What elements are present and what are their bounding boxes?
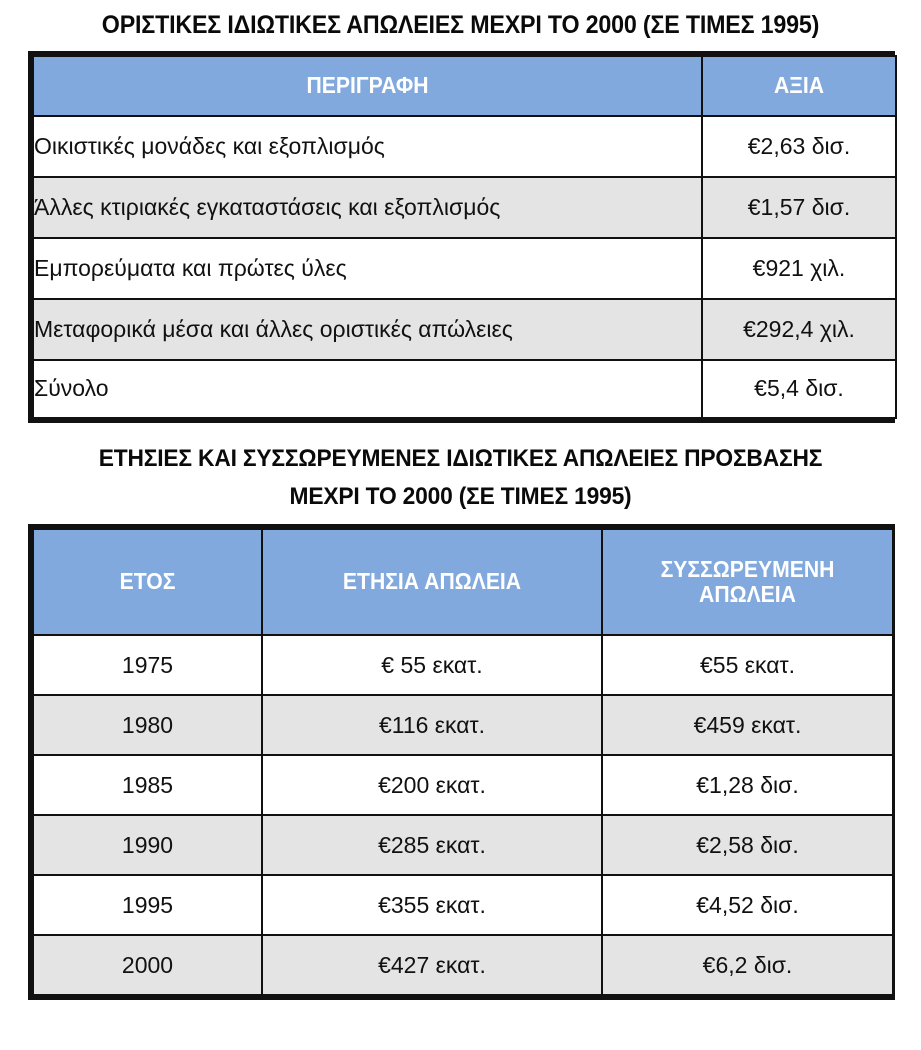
table-row [33,299,896,360]
table-row [33,875,893,935]
table-row [33,695,893,755]
definitive-losses-table-head [33,56,896,116]
table-row [33,935,893,995]
table-row [33,815,893,875]
row-cumulative-loss: €6,2 δισ. [602,935,893,995]
table-total-row [33,360,896,418]
row-value: €1,57 δισ. [702,177,896,238]
row-description: Οικιστικές μονάδες και εξοπλισμός [33,116,702,177]
total-value: €5,4 δισ. [702,360,896,418]
row-annual-loss: €427 εκατ. [262,935,602,995]
page-title-annual-cumulative-line2: ΜΕΧΡΙ ΤΟ 2000 (ΣΕ ΤΙΜΕΣ 1995) [289,483,632,511]
column-header-value [702,56,896,116]
table-row [33,116,896,177]
row-annual-loss: €200 εκατ. [262,755,602,815]
column-header-value-label: ΑΞΙΑ [773,71,825,98]
row-year: 1980 [33,695,262,755]
row-cumulative-loss: €459 εκατ. [602,695,893,755]
annual-cumulative-table [32,528,894,996]
definitive-losses-title-block [0,0,921,51]
annual-cumulative-table-head [33,529,893,635]
row-value: €292,4 χιλ. [702,299,896,360]
column-header-annual-loss-label: ΕΤΗΣΙΑ ΑΠΩΛΕΙΑ [342,568,522,595]
table-header-row [33,56,896,116]
row-cumulative-loss: €1,28 δισ. [602,755,893,815]
row-year: 1985 [33,755,262,815]
column-header-year-label: ΕΤΟΣ [119,568,176,595]
table-header-row [33,529,893,635]
annual-cumulative-table-frame [28,524,895,1000]
row-year: 1990 [33,815,262,875]
column-header-description [33,56,702,116]
row-cumulative-loss: €55 εκατ. [602,635,893,695]
row-cumulative-loss: €2,58 δισ. [602,815,893,875]
definitive-losses-table [32,55,897,419]
row-year: 1995 [33,875,262,935]
row-description: Άλλες κτιριακές εγκαταστάσεις και εξοπλισμός [33,177,702,238]
table-row [33,755,893,815]
page-title-annual-cumulative-line1: ΕΤΗΣΙΕΣ ΚΑΙ ΣΥΣΣΩΡΕΥΜΕΝΕΣ ΙΔΙΩΤΙΚΕΣ ΑΠΩΛΕΙΕΣ ΠΡΟΣΒΑΣΗΣ [98,444,823,472]
annual-cumulative-title-block [0,423,921,525]
row-annual-loss: €285 εκατ. [262,815,602,875]
row-description: Εμπορεύματα και πρώτες ύλες [33,238,702,299]
column-header-cumulative-loss-line2: ΑΠΩΛΕΙΑ [699,581,796,608]
row-annual-loss: €355 εκατ. [262,875,602,935]
column-header-year [33,529,262,635]
table-row [33,238,896,299]
column-header-cumulative-loss-line1: ΣΥΣΣΩΡΕΥΜΕΝΗ [660,555,835,582]
row-annual-loss: €116 εκατ. [262,695,602,755]
row-annual-loss: € 55 εκατ. [262,635,602,695]
row-value: €2,63 δισ. [702,116,896,177]
column-header-annual-loss [262,529,602,635]
table-row [33,177,896,238]
row-cumulative-loss: €4,52 δισ. [602,875,893,935]
definitive-losses-table-frame [28,51,895,423]
page-title-definitive-losses: ΟΡΙΣΤΙΚΕΣ ΙΔΙΩΤΙΚΕΣ ΑΠΩΛΕΙΕΣ ΜΕΧΡΙ ΤΟ 2000 (ΣΕ ΤΙΜΕΣ 1995) [101,11,820,39]
total-label: Σύνολο [33,360,702,418]
row-year: 2000 [33,935,262,995]
definitive-losses-table-body [33,116,896,418]
column-header-cumulative-loss [602,529,893,635]
table-row [33,635,893,695]
row-description: Μεταφορικά μέσα και άλλες οριστικές απώλειες [33,299,702,360]
row-year: 1975 [33,635,262,695]
row-value: €921 χιλ. [702,238,896,299]
annual-cumulative-table-body [33,635,893,995]
column-header-description-label: ΠΕΡΙΓΡΑΦΗ [306,71,429,98]
